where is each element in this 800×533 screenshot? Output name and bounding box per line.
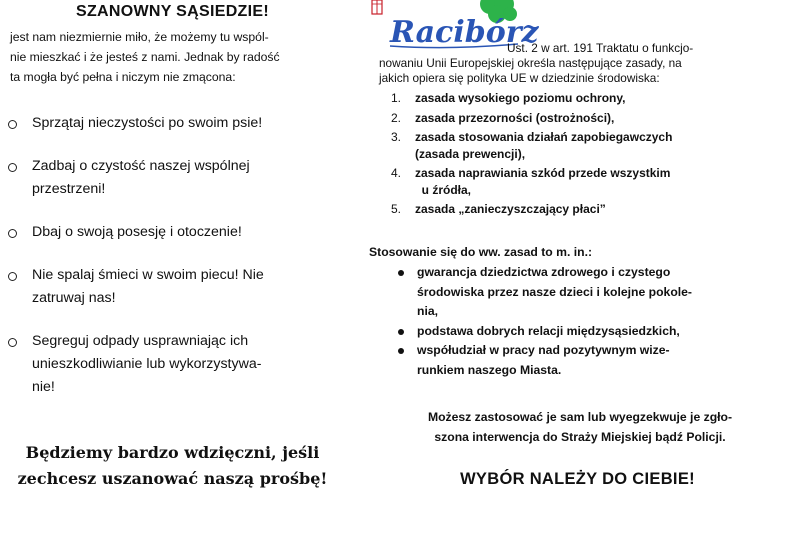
treaty-intro-line: nowaniu Unii Europejskiej określa następujące zasady, na: [379, 56, 682, 70]
tip-item: [6, 155, 336, 201]
principle-number: 2.: [391, 110, 402, 125]
enforcement-line: szona interwencja do Straży Miejskiej bądź Policji.: [434, 430, 726, 444]
closing-line: zechcesz uszanować naszą prośbę!: [17, 469, 328, 488]
principle-text: zasada „zanieczyszczający płaci”: [415, 202, 606, 216]
application-text: gwarancja dziedzictwa zdrowego i czystego: [417, 265, 671, 279]
application-text: środowiska przez nasze dzieci i kolejne pokole-: [417, 284, 692, 299]
tip-text: nie!: [32, 379, 55, 395]
principle-number: 1.: [391, 91, 402, 105]
principle-text: zasada stosowania działań zapobiegawczych: [415, 130, 673, 144]
application-item: [395, 322, 775, 342]
city-crest-icon: [372, 0, 382, 14]
page-title: SZANOWNY SĄSIEDZIE!: [76, 3, 269, 20]
principle-item: [391, 201, 781, 218]
intro-line: jest nam niezmiernie miło, że możemy tu wspól-: [10, 30, 269, 44]
bullet-icon: [398, 348, 404, 354]
application-text: podstawa dobrych relacji międzysąsiedzkich,: [417, 323, 680, 338]
tip-text: Zadbaj o czystość naszej wspólnej: [32, 158, 250, 174]
tip-text: zatruwaj nas!: [32, 290, 116, 306]
tip-item: [6, 330, 336, 399]
treaty-intro-line: Ust. 2 w art. 191 Traktatu o funkcjo-: [507, 41, 694, 55]
circle-bullet-icon: [8, 338, 17, 347]
principle-text: zasada przezorności (ostrożności),: [415, 110, 615, 125]
treaty-intro: [379, 41, 789, 86]
tip-text: Nie spalaj śmieci w swoim piecu! Nie: [32, 267, 264, 283]
principle-number: 4.: [391, 166, 402, 180]
left-column: [0, 0, 345, 533]
application-item: [395, 341, 775, 380]
treaty-intro-line: jakich opiera się polityka UE w dziedzinie środowiska:: [379, 71, 660, 85]
principle-text: u źródła,: [415, 182, 472, 197]
right-column: [355, 0, 800, 533]
application-item: [395, 263, 775, 322]
tip-text: unieszkodliwianie lub wykorzystywa-: [32, 356, 262, 372]
principle-item: [391, 129, 781, 162]
logo-wordmark: Racibórz: [390, 15, 539, 50]
application-text: runkiem naszego Miasta.: [417, 362, 562, 377]
principle-text: zasada naprawiania szkód przede wszystkim: [415, 166, 671, 180]
bullet-icon: [398, 270, 404, 276]
principle-text: zasada wysokiego poziomu ochrony,: [415, 91, 626, 105]
tip-item: [6, 112, 336, 135]
principle-item: [391, 110, 781, 127]
applications-list: [395, 263, 775, 380]
principles-list: [391, 90, 781, 218]
tip-text: Sprzątaj nieczystości po swoim psie!: [32, 115, 263, 131]
tip-item: [6, 264, 336, 310]
tip-item: [6, 221, 336, 244]
intro-paragraph: [10, 27, 330, 87]
intro-line: nie mieszkać i że jesteś z nami. Jednak by radość: [10, 50, 280, 64]
enforcement-note: [365, 407, 795, 447]
intro-line: ta mogła być pełna i niczym nie zmącona:: [10, 70, 236, 84]
applications-heading: Stosowanie się do ww. zasad to m. in.:: [369, 245, 593, 259]
closing-message: [15, 440, 330, 492]
enforcement-line: Możesz zastosować je sam lub wyegzekwuje je zgło-: [427, 410, 733, 424]
choice-slogan: WYBÓR NALEŻY DO CIEBIE!: [460, 470, 695, 488]
circle-bullet-icon: [8, 120, 17, 129]
circle-bullet-icon: [8, 163, 17, 172]
tips-list: [6, 112, 336, 399]
circle-bullet-icon: [8, 272, 17, 281]
tip-text: przestrzeni!: [32, 181, 106, 197]
bullet-icon: [398, 329, 404, 335]
circle-bullet-icon: [8, 229, 17, 238]
principle-number: 5.: [391, 202, 402, 216]
closing-line: Będziemy bardzo wdzięczni, jeśli: [25, 443, 320, 462]
application-text: nia,: [417, 304, 438, 318]
principle-number: 3.: [391, 130, 402, 144]
tip-text: Segreguj odpady usprawniając ich: [32, 333, 249, 349]
application-text: współudział w pracy nad pozytywnym wize-: [417, 343, 670, 357]
principle-item: [391, 90, 781, 107]
principle-item: [391, 165, 781, 198]
tip-text: Dbaj o swoją posesję i otoczenie!: [32, 224, 242, 240]
principle-text: (zasada prewencji),: [415, 146, 526, 161]
